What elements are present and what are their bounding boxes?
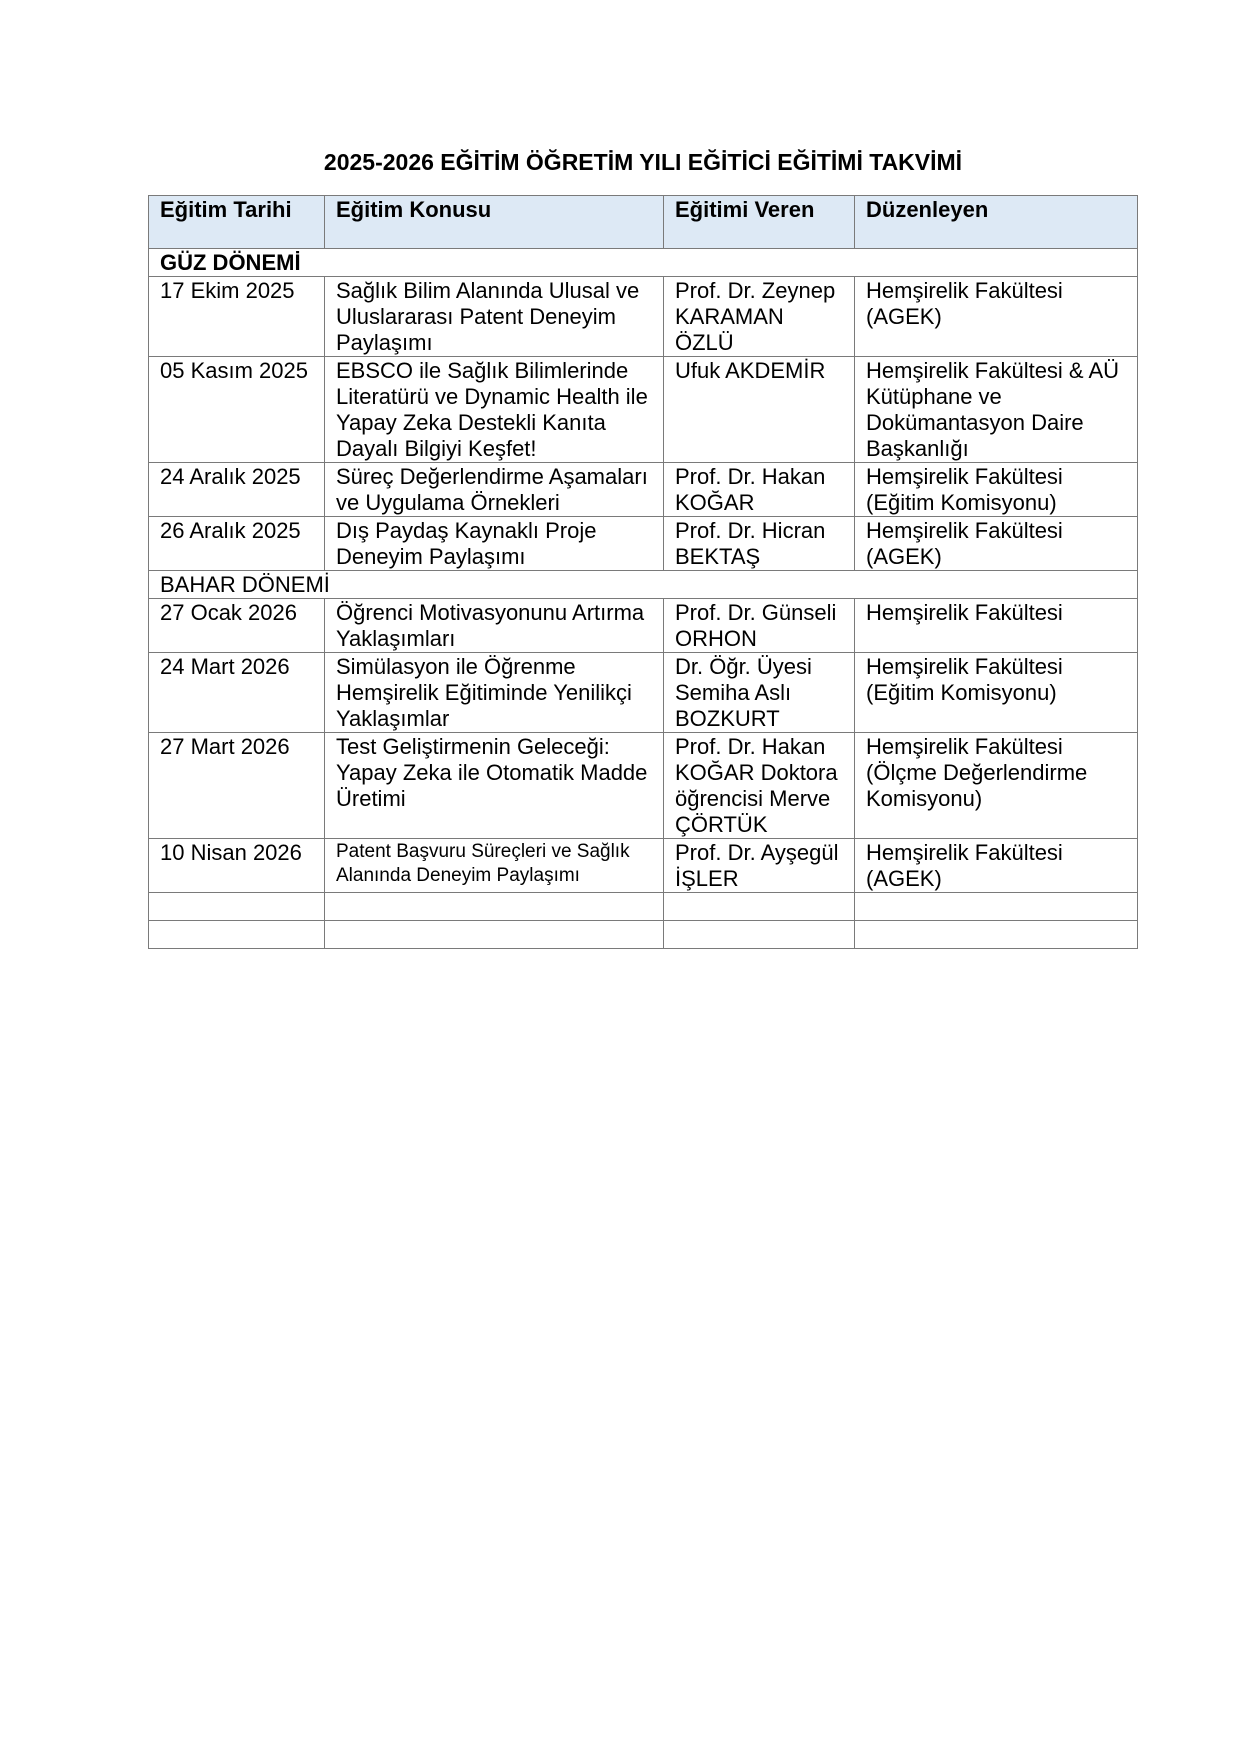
row-organizer: Hemşirelik Fakültesi (Eğitim Komisyonu) [855,463,1138,517]
row-organizer: Hemşirelik Fakültesi & AÜ Kütüphane ve Dokümantasyon Daire Başkanlığı [855,357,1138,463]
empty-row [149,921,1138,949]
table-row [149,517,1138,571]
row-trainer: Prof. Dr. Günseli ORHON [664,599,855,653]
section-row-fall [149,249,1138,277]
row-topic: EBSCO ile Sağlık Bilimlerinde Literatürü ve Dynamic Health ile Yapay Zeka Destekli Kanıta Dayalı Bilgiyi Keşfet! [325,357,664,463]
section-label-fall: GÜZ DÖNEMİ [149,249,1138,277]
row-organizer: Hemşirelik Fakültesi (AGEK) [855,277,1138,357]
table-row [149,599,1138,653]
document-title: 2025-2026 EĞİTİM ÖĞRETİM YILI EĞİTİCİ EĞİTİMİ TAKVİMİ [323,149,963,175]
row-date: 24 Mart 2026 [149,653,325,733]
row-date: 27 Ocak 2026 [149,599,325,653]
row-date: 24 Aralık 2025 [149,463,325,517]
table-row [149,357,1138,463]
empty-cell [325,893,664,921]
empty-cell [325,921,664,949]
row-trainer: Dr. Öğr. Üyesi Semiha Aslı BOZKURT [664,653,855,733]
row-trainer: Prof. Dr. Ayşegül İŞLER [664,839,855,893]
section-row-spring [149,571,1138,599]
row-date: 10 Nisan 2026 [149,839,325,893]
row-organizer: Hemşirelik Fakültesi (Eğitim Komisyonu) [855,653,1138,733]
table-header-row [149,196,1138,249]
row-trainer: Ufuk AKDEMİR [664,357,855,463]
row-date: 26 Aralık 2025 [149,517,325,571]
header-training-date: Eğitim Tarihi [149,196,325,249]
row-date: 05 Kasım 2025 [149,357,325,463]
row-organizer: Hemşirelik Fakültesi [855,599,1138,653]
empty-cell [149,921,325,949]
row-topic: Öğrenci Motivasyonunu Artırma Yaklaşımları [325,599,664,653]
empty-row [149,893,1138,921]
row-date: 27 Mart 2026 [149,733,325,839]
row-organizer: Hemşirelik Fakültesi (AGEK) [855,517,1138,571]
empty-cell [855,921,1138,949]
training-schedule-table [148,195,1138,949]
row-topic: Patent Başvuru Süreçleri ve Sağlık Alanında Deneyim Paylaşımı [325,839,664,893]
row-topic: Test Geliştirmenin Geleceği: Yapay Zeka ile Otomatik Madde Üretimi [325,733,664,839]
empty-cell [855,893,1138,921]
header-trainer: Eğitimi Veren [664,196,855,249]
row-organizer: Hemşirelik Fakültesi (AGEK) [855,839,1138,893]
table-row [149,733,1138,839]
table-row [149,653,1138,733]
row-topic: Simülasyon ile Öğrenme Hemşirelik Eğitiminde Yenilikçi Yaklaşımlar [325,653,664,733]
row-topic: Dış Paydaş Kaynaklı Proje Deneyim Paylaşımı [325,517,664,571]
table-row [149,277,1138,357]
row-topic: Süreç Değerlendirme Aşamaları ve Uygulama Örnekleri [325,463,664,517]
empty-cell [149,893,325,921]
empty-cell [664,921,855,949]
row-topic: Sağlık Bilim Alanında Ulusal ve Uluslararası Patent Deneyim Paylaşımı [325,277,664,357]
header-organizer: Düzenleyen [855,196,1138,249]
section-label-spring: BAHAR DÖNEMİ [149,571,1138,599]
row-trainer: Prof. Dr. Zeynep KARAMAN ÖZLÜ [664,277,855,357]
row-organizer: Hemşirelik Fakültesi (Ölçme Değerlendirme Komisyonu) [855,733,1138,839]
table-row [149,839,1138,893]
table-row [149,463,1138,517]
row-trainer: Prof. Dr. Hicran BEKTAŞ [664,517,855,571]
empty-cell [664,893,855,921]
header-training-topic: Eğitim Konusu [325,196,664,249]
row-trainer: Prof. Dr. Hakan KOĞAR Doktora öğrencisi Merve ÇÖRTÜK [664,733,855,839]
row-date: 17 Ekim 2025 [149,277,325,357]
row-trainer: Prof. Dr. Hakan KOĞAR [664,463,855,517]
